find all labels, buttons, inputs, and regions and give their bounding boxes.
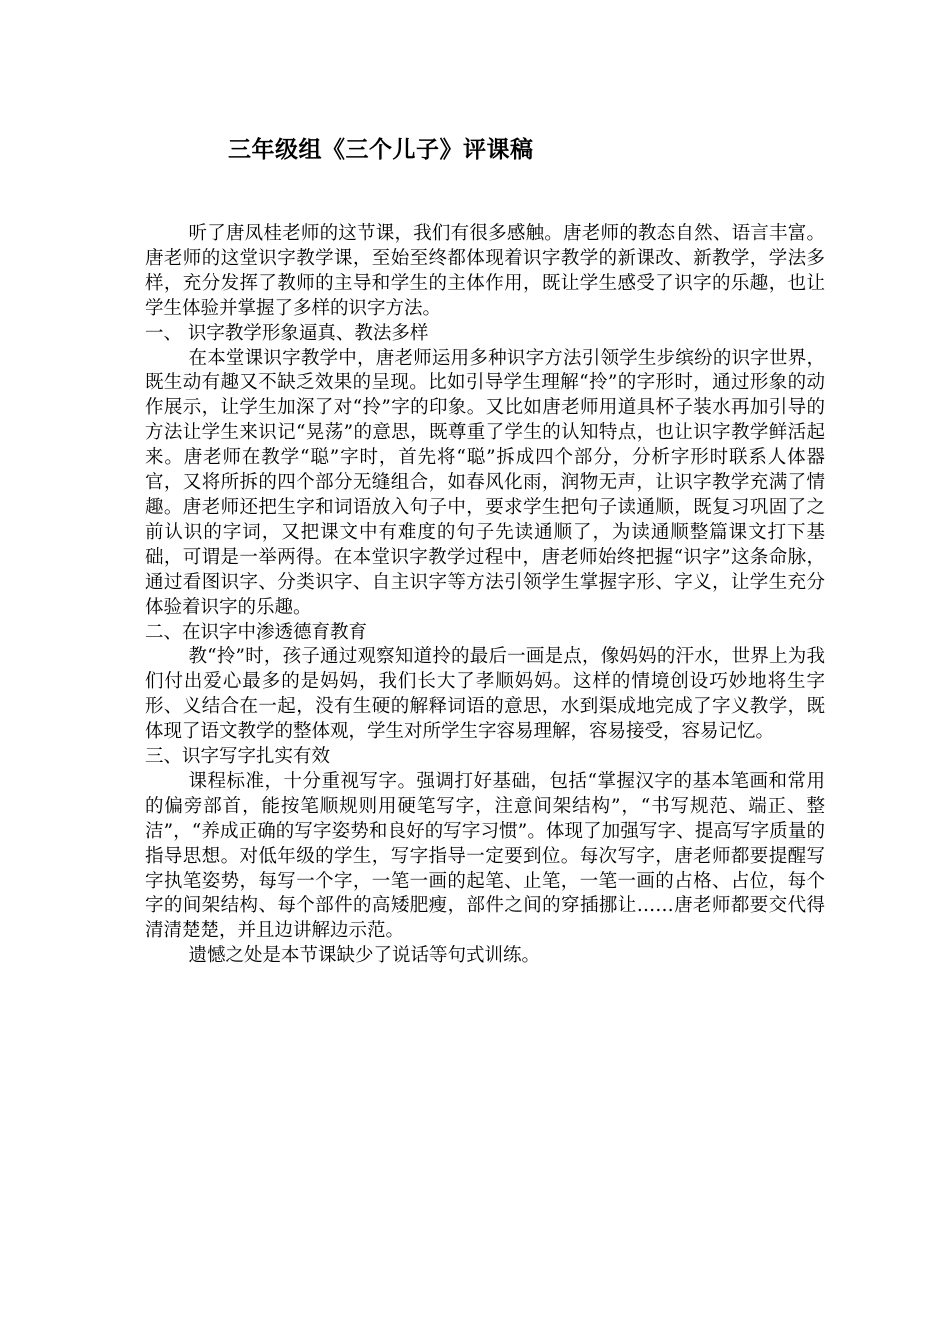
document-body bbox=[145, 222, 825, 969]
section-3-paragraph: 课程标准，十分重视写字。强调打好基础，包括“掌握汉字的基本笔画和常用的偏旁部首，能按笔顺规则用硬笔写字，注意间架结构”，“书写规范、端正、整洁”，“养成正确的写字姿势和良好的写字习惯”。体现了加强写字、提高写字质量的指导思想。对低年级的学生，写字指导一定要到位。每次写字，唐老师都要提醒写字执笔姿势，每写一个字，一笔一画的起笔、止笔，一笔一画的占格、占位，每个字的间架结构、每个部件的高矮肥瘦，部件之间的穿插挪让……唐老师都要交代得清清楚楚，并且边讲解边示范。 bbox=[145, 770, 825, 942]
section-heading-1: 一、 识字教学形象逼真、教法多样 bbox=[145, 322, 429, 344]
intro-paragraph: 听了唐凤桂老师的这节课，我们有很多感触。唐老师的教态自然、语言丰富。唐老师的这堂识字教学课，至始至终都体现着识字教学的新课改、新教学，学法多样，充分发挥了教师的主导和学生的主体作用，既让学生感受了识字的乐趣，也让学生体验并掌握了多样的识字方法。 bbox=[145, 223, 825, 319]
section-1-paragraph: 在本堂课识字教学中，唐老师运用多种识字方法引领学生步缤纷的识字世界，既生动有趣又不缺乏效果的呈现。比如引导学生理解“拎”的字形时，通过形象的动作展示，让学生加深了对“拎”字的印象。又比如唐老师用道具杯子装水再加引导的方法让学生来识记“晃荡”的意思，既尊重了学生的认知特点，也让识字教学鲜活起来。唐老师在教学“聪”字时，首先将“聪”拆成四个部分，分析字形时联系人体器官，又将所拆的四个部分无缝组合，如春风化雨，润物无声，让识字教学充满了情趣。唐老师还把生字和词语放入句子中，要求学生把句子读通顺，既复习巩固了之前认识的字词，又把课文中有难度的句子先读通顺了，为读通顺整篇课文打下基础，可谓是一举两得。在本堂识字教学过程中，唐老师始终把握“识字”这条命脉，通过看图识字、分类识字、自主识字等方法引领学生掌握字形、字义，让学生充分体验着识字的乐趣。 bbox=[145, 347, 825, 618]
document-title: 三年级组《三个儿子》评课稿 bbox=[228, 136, 534, 163]
section-heading-3: 三、识字写字扎实有效 bbox=[145, 746, 331, 768]
section-2-paragraph: 教“拎”时，孩子通过观察知道拎的最后一画是点，像妈妈的汗水，世界上为我们付出爱心最多的是妈妈，我们长大了孝顺妈妈。这样的情境创设巧妙地将生字形、义结合在一起，没有生硬的解释词语的意思，水到渠成地完成了字义教学，既体现了语文教学的整体观，学生对所学生字容易理解，容易接受，容易记忆。 bbox=[145, 646, 825, 743]
closing-paragraph: 遗憾之处是本节课缺少了说话等句式训练。 bbox=[188, 945, 540, 967]
section-heading-2: 二、在识字中渗透德育教育 bbox=[145, 621, 368, 643]
